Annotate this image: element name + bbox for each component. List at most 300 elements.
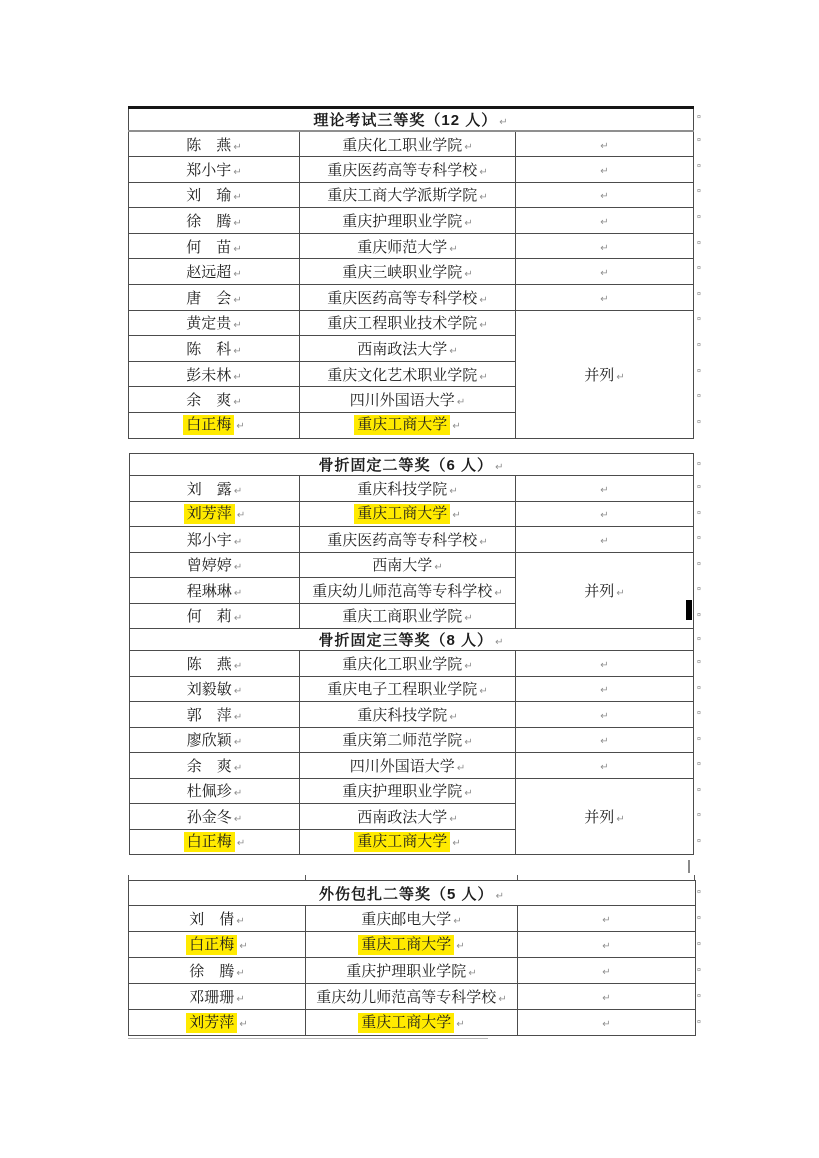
cell-end-mark-icon: ¤: [697, 992, 701, 1000]
winner-name: [129, 157, 300, 183]
award-table: [128, 880, 696, 1036]
winner-name: [130, 651, 300, 677]
return-mark-icon: ↵: [449, 813, 458, 825]
return-mark-icon: ↵: [233, 813, 243, 825]
school-name: [300, 208, 516, 234]
table-row: [129, 906, 696, 932]
winner-name: [129, 361, 300, 387]
school-name: [306, 984, 518, 1010]
cell-end-mark-icon: ¤: [697, 316, 701, 324]
award-title: [129, 881, 696, 906]
return-mark-icon: ↵: [236, 837, 246, 849]
winner-name-text: 刘 瑜: [186, 187, 232, 205]
winner-name: [129, 208, 300, 234]
return-mark-icon: ↵: [233, 320, 242, 332]
cell-end-mark-icon: ¤: [697, 611, 701, 619]
return-mark-icon: ↵: [495, 890, 505, 902]
return-mark-icon: ↵: [456, 762, 466, 774]
return-mark-icon: ↵: [464, 737, 473, 749]
school-name-text: 西南政法大学: [357, 341, 448, 359]
table-row: [130, 702, 694, 728]
return-mark-icon: ↵: [236, 509, 246, 521]
winner-name-text: 曾婷婷: [186, 557, 232, 575]
cell-end-mark-icon: ¤: [697, 367, 701, 375]
return-mark-icon: ↵: [479, 536, 488, 548]
table-row: [129, 157, 694, 183]
return-mark-icon: ↵: [495, 637, 505, 648]
return-mark-icon: ↵: [602, 915, 611, 926]
winner-name: [130, 527, 300, 553]
empty-cell: [516, 676, 694, 702]
school-name: [300, 603, 516, 629]
school-name: [306, 1010, 518, 1036]
winner-name: [129, 906, 306, 932]
return-mark-icon: ↵: [600, 736, 609, 748]
empty-cell: [516, 476, 694, 502]
table-row: [129, 233, 694, 259]
table-row: [129, 131, 694, 157]
winner-name: [130, 804, 300, 830]
winner-name-text: 何 莉: [186, 608, 232, 626]
tie-label: 并列: [584, 582, 615, 600]
cell-end-mark-icon: ¤: [697, 535, 701, 543]
winner-name-text: 郭 萍: [186, 706, 232, 724]
highlight: 白正梅: [183, 415, 234, 435]
return-mark-icon: ↵: [479, 294, 488, 306]
winner-name: [129, 182, 300, 208]
award-title: [130, 629, 694, 651]
highlight: 重庆工商大学: [354, 832, 450, 852]
return-mark-icon: ↵: [452, 837, 461, 849]
winner-name: [129, 131, 300, 157]
school-name-text: 重庆化工职业学院: [342, 655, 463, 673]
return-mark-icon: ↵: [233, 613, 243, 625]
cell-end-mark-icon: ¤: [697, 659, 701, 667]
award-table: [129, 453, 694, 855]
cell-end-mark-icon: ¤: [697, 786, 701, 794]
cell-end-mark-icon: ¤: [697, 484, 701, 492]
return-mark-icon: ↵: [616, 813, 625, 825]
winner-name-text: 孙金冬: [186, 808, 232, 826]
column-stub-line: [128, 875, 129, 880]
empty-cell: [516, 182, 694, 208]
winner-name-text: 廖欣颖: [186, 732, 232, 750]
return-mark-icon: ↵: [600, 217, 609, 229]
school-name-text: 重庆医药高等专科学校: [327, 531, 478, 549]
cell-end-mark-icon: ¤: [697, 966, 701, 974]
highlight: 重庆工商大学: [354, 415, 450, 435]
return-mark-icon: ↵: [456, 397, 466, 409]
school-name-text: 重庆医药高等专科学校: [327, 289, 478, 307]
cell-end-mark-icon: ¤: [697, 1018, 701, 1026]
cell-end-mark-icon: ¤: [697, 162, 701, 170]
return-mark-icon: ↵: [600, 191, 609, 203]
school-name: [300, 310, 516, 336]
school-name-text: 重庆工商大学派斯学院: [327, 187, 478, 205]
winner-name-text: 郑小宇: [186, 531, 232, 549]
winner-name: [129, 285, 300, 311]
school-name-text: 重庆邮电大学: [361, 911, 452, 928]
return-mark-icon: ↵: [233, 269, 242, 281]
school-name: [300, 336, 516, 362]
return-mark-icon: ↵: [233, 660, 243, 672]
row-end-marks: [697, 106, 709, 435]
school-name-text: 重庆医药高等专科学校: [327, 161, 478, 179]
school-name-text: 重庆文化艺术职业学院: [327, 366, 478, 384]
cell-end-mark-icon: ¤: [697, 418, 701, 426]
row-end-marks: [697, 453, 709, 854]
school-name: [306, 906, 518, 932]
cell-end-mark-icon: ¤: [697, 239, 701, 247]
return-mark-icon: ↵: [479, 166, 488, 178]
empty-cell: [516, 233, 694, 259]
school-name-text: 重庆三峡职业学院: [342, 264, 463, 282]
cell-end-mark-icon: ¤: [697, 684, 701, 692]
school-name: [300, 413, 516, 439]
table-row: [130, 629, 694, 651]
return-mark-icon: ↵: [602, 1019, 611, 1030]
return-mark-icon: ↵: [233, 737, 243, 749]
school-name: [306, 958, 518, 984]
winner-name-text: 陈 科: [186, 341, 232, 359]
highlight: 白正梅: [186, 935, 237, 955]
empty-cell: [516, 753, 694, 779]
return-mark-icon: ↵: [464, 660, 473, 672]
school-name: [300, 829, 516, 855]
cell-end-mark-icon: ¤: [697, 761, 701, 769]
school-name-text: 重庆科技学院: [357, 480, 448, 498]
school-name: [300, 361, 516, 387]
highlight: 重庆工商大学: [354, 504, 450, 524]
empty-cell: [516, 259, 694, 285]
return-mark-icon: ↵: [600, 293, 609, 305]
cell-end-mark-icon: ¤: [697, 460, 701, 468]
column-stub-line: [517, 875, 518, 880]
tie-cell: [516, 310, 694, 438]
winner-name: [129, 336, 300, 362]
return-mark-icon: ↵: [602, 993, 611, 1004]
award-title-text: 理论考试三等奖（12 人）: [313, 112, 498, 129]
return-mark-icon: ↵: [233, 397, 242, 409]
cell-end-mark-icon: ¤: [697, 710, 701, 718]
school-name: [300, 387, 516, 413]
school-name: [300, 753, 516, 779]
return-mark-icon: ↵: [494, 587, 503, 599]
school-name: [306, 932, 518, 958]
text-cursor: [686, 600, 692, 620]
empty-cell: [516, 651, 694, 677]
return-mark-icon: ↵: [233, 762, 243, 774]
school-name: [300, 578, 516, 604]
school-name: [300, 527, 516, 553]
return-mark-icon: ↵: [464, 613, 473, 625]
cell-end-mark-icon: ¤: [697, 214, 701, 222]
highlight: 白正梅: [184, 832, 235, 852]
return-mark-icon: ↵: [600, 761, 609, 773]
school-name: [300, 702, 516, 728]
return-mark-icon: ↵: [600, 484, 609, 496]
return-mark-icon: ↵: [233, 536, 243, 548]
return-mark-icon: ↵: [449, 485, 458, 497]
winner-name: [129, 413, 300, 439]
return-mark-icon: ↵: [233, 141, 242, 153]
return-mark-icon: ↵: [233, 711, 243, 723]
return-mark-icon: ↵: [499, 117, 509, 128]
table-row: [129, 285, 694, 311]
return-mark-icon: ↵: [464, 269, 473, 281]
table-row: [130, 552, 694, 578]
cell-end-mark-icon: ¤: [697, 188, 701, 196]
award-title-text: 骨折固定二等奖（6 人）: [318, 457, 494, 474]
return-mark-icon: ↵: [449, 711, 458, 723]
winner-name-text: 唐 会: [186, 289, 232, 307]
school-name-text: 西南大学: [372, 557, 433, 575]
school-name: [300, 233, 516, 259]
school-name: [300, 285, 516, 311]
return-mark-icon: ↵: [239, 940, 248, 952]
empty-cell: [516, 131, 694, 157]
return-mark-icon: ↵: [233, 485, 243, 497]
school-name: [300, 651, 516, 677]
return-mark-icon: ↵: [236, 968, 245, 979]
return-mark-icon: ↵: [236, 916, 245, 927]
tie-label: 并列: [584, 808, 615, 826]
winner-name-text: 彭未林: [186, 366, 232, 384]
return-mark-icon: ↵: [434, 562, 443, 574]
table-row: [129, 259, 694, 285]
table-continuation-line: [128, 1038, 488, 1039]
return-mark-icon: ↵: [616, 371, 625, 383]
winner-name: [130, 829, 300, 855]
return-mark-icon: ↵: [233, 346, 242, 358]
award-title: [130, 454, 694, 476]
school-name-text: 重庆护理职业学院: [342, 213, 463, 231]
winner-name-text: 刘 露: [186, 480, 232, 498]
table-row: [129, 108, 694, 132]
winner-name: [129, 932, 306, 958]
winner-name: [130, 552, 300, 578]
school-name-text: 重庆电子工程职业学院: [327, 681, 478, 699]
award-title-text: 外伤包扎二等奖（5 人）: [319, 885, 494, 903]
empty-cell: [516, 527, 694, 553]
school-name: [300, 676, 516, 702]
return-mark-icon: ↵: [236, 421, 245, 433]
school-name: [300, 501, 516, 527]
winner-name-text: 刘 倩: [189, 911, 235, 928]
school-name-text: 重庆幼儿师范高等专科学校: [316, 989, 497, 1006]
return-mark-icon: ↵: [498, 994, 507, 1005]
cell-end-mark-icon: ¤: [697, 635, 701, 643]
return-mark-icon: ↵: [453, 916, 462, 927]
cell-end-mark-icon: ¤: [697, 509, 701, 517]
winner-name-text: 赵远超: [186, 264, 232, 282]
table-row: [130, 501, 694, 527]
empty-cell: [516, 727, 694, 753]
winner-name: [130, 676, 300, 702]
school-name: [300, 727, 516, 753]
school-name-text: 重庆工商职业学院: [342, 608, 463, 626]
return-mark-icon: ↵: [452, 509, 461, 521]
winner-name-text: 邓珊珊: [189, 989, 235, 1006]
table-row: [130, 676, 694, 702]
table-row: [129, 932, 696, 958]
school-name: [300, 182, 516, 208]
return-mark-icon: ↵: [233, 686, 243, 698]
winner-name: [129, 984, 306, 1010]
empty-cell: [516, 208, 694, 234]
return-mark-icon: ↵: [600, 140, 609, 152]
cell-end-mark-icon: ¤: [697, 586, 701, 594]
winner-name: [130, 603, 300, 629]
return-mark-icon: ↵: [600, 659, 609, 671]
winner-name: [130, 753, 300, 779]
school-name: [300, 552, 516, 578]
school-name: [300, 157, 516, 183]
tie-cell: [516, 552, 694, 629]
school-name: [300, 259, 516, 285]
return-mark-icon: ↵: [233, 294, 242, 306]
school-name-text: 重庆师范大学: [357, 238, 448, 256]
winner-name: [129, 233, 300, 259]
return-mark-icon: ↵: [233, 192, 242, 204]
winner-name-text: 何 苗: [186, 238, 232, 256]
school-name-text: 四川外国语大学: [349, 757, 455, 775]
school-name-text: 重庆第二师范学院: [342, 732, 463, 750]
winner-name-text: 程琳琳: [186, 582, 232, 600]
cell-end-mark-icon: ¤: [697, 290, 701, 298]
cell-end-mark-icon: ¤: [697, 560, 701, 568]
return-mark-icon: ↵: [479, 686, 488, 698]
winner-name: [130, 578, 300, 604]
school-name: [300, 476, 516, 502]
return-mark-icon: ↵: [456, 940, 465, 952]
paragraph-mark: [688, 860, 690, 873]
school-name: [300, 131, 516, 157]
winner-name: [130, 702, 300, 728]
return-mark-icon: ↵: [479, 371, 488, 383]
return-mark-icon: ↵: [479, 192, 488, 204]
winner-name-text: 黄定贵: [186, 315, 232, 333]
winner-name-text: 徐 腾: [186, 213, 232, 231]
return-mark-icon: ↵: [495, 462, 505, 473]
column-stub-line: [305, 875, 306, 880]
cell-end-mark-icon: ¤: [697, 113, 701, 121]
highlight: 刘芳萍: [186, 1013, 237, 1033]
winner-name-text: 陈 燕: [186, 136, 232, 154]
school-name: [300, 778, 516, 804]
winner-name: [130, 501, 300, 527]
return-mark-icon: ↵: [449, 243, 458, 255]
winner-name-text: 刘毅敏: [186, 681, 232, 699]
highlight: 重庆工商大学: [358, 935, 454, 955]
highlight: 重庆工商大学: [358, 1013, 454, 1033]
return-mark-icon: ↵: [600, 535, 609, 547]
cell-end-mark-icon: ¤: [697, 837, 701, 845]
cell-end-mark-icon: ¤: [697, 342, 701, 350]
return-mark-icon: ↵: [468, 968, 477, 979]
return-mark-icon: ↵: [600, 242, 609, 254]
winner-name-text: 余 爽: [186, 757, 232, 775]
award-title-text: 骨折固定三等奖（8 人）: [318, 632, 494, 649]
return-mark-icon: ↵: [602, 967, 611, 978]
return-mark-icon: ↵: [233, 243, 242, 255]
winner-name: [129, 310, 300, 336]
tie-cell: [516, 778, 694, 855]
table-row: [130, 476, 694, 502]
winner-name: [129, 958, 306, 984]
school-name-text: 重庆工程职业技术学院: [327, 315, 478, 333]
table-row: [130, 454, 694, 476]
winner-name-text: 郑小宇: [186, 161, 232, 179]
return-mark-icon: ↵: [233, 788, 243, 800]
empty-cell: [516, 501, 694, 527]
return-mark-icon: ↵: [600, 165, 609, 177]
table-row: [130, 527, 694, 553]
table-row: [130, 778, 694, 804]
return-mark-icon: ↵: [479, 320, 488, 332]
school-name-text: 西南政法大学: [357, 808, 448, 826]
return-mark-icon: ↵: [452, 421, 461, 433]
empty-cell: [516, 157, 694, 183]
return-mark-icon: ↵: [616, 587, 625, 599]
return-mark-icon: ↵: [600, 710, 609, 722]
column-stub-line: [694, 875, 695, 880]
return-mark-icon: ↵: [233, 587, 243, 599]
award-table: [128, 106, 694, 439]
cell-end-mark-icon: ¤: [697, 889, 701, 896]
return-mark-icon: ↵: [464, 218, 473, 230]
return-mark-icon: ↵: [464, 141, 473, 153]
school-name-text: 四川外国语大学: [349, 392, 455, 410]
school-name: [300, 804, 516, 830]
return-mark-icon: ↵: [600, 510, 609, 522]
return-mark-icon: ↵: [236, 994, 245, 1005]
empty-cell: [518, 958, 696, 984]
table-row: [129, 208, 694, 234]
return-mark-icon: ↵: [239, 1018, 248, 1030]
tie-label: 并列: [584, 366, 615, 384]
winner-name-text: 余 爽: [186, 392, 232, 410]
cell-end-mark-icon: ¤: [697, 393, 701, 401]
table-row: [129, 1010, 696, 1036]
table-row: [129, 182, 694, 208]
empty-cell: [518, 906, 696, 932]
winner-name: [130, 778, 300, 804]
return-mark-icon: ↵: [464, 788, 473, 800]
school-name-text: 重庆护理职业学院: [342, 783, 463, 801]
return-mark-icon: ↵: [449, 346, 458, 358]
return-mark-icon: ↵: [602, 941, 611, 952]
empty-cell: [516, 702, 694, 728]
winner-name: [130, 727, 300, 753]
school-name-text: 重庆化工职业学院: [342, 136, 463, 154]
return-mark-icon: ↵: [233, 371, 242, 383]
school-name-text: 重庆幼儿师范高等专科学校: [312, 582, 493, 600]
empty-cell: [516, 285, 694, 311]
winner-name-text: 徐 腾: [189, 963, 235, 980]
cell-end-mark-icon: ¤: [697, 812, 701, 820]
return-mark-icon: ↵: [600, 685, 609, 697]
return-mark-icon: ↵: [233, 218, 242, 230]
cell-end-mark-icon: ¤: [697, 735, 701, 743]
table-row: [130, 651, 694, 677]
school-name-text: 重庆护理职业学院: [346, 963, 467, 980]
table-row: [130, 727, 694, 753]
winner-name: [130, 476, 300, 502]
winner-name: [129, 1010, 306, 1036]
highlight: 刘芳萍: [184, 504, 235, 524]
school-name-text: 重庆科技学院: [357, 706, 448, 724]
